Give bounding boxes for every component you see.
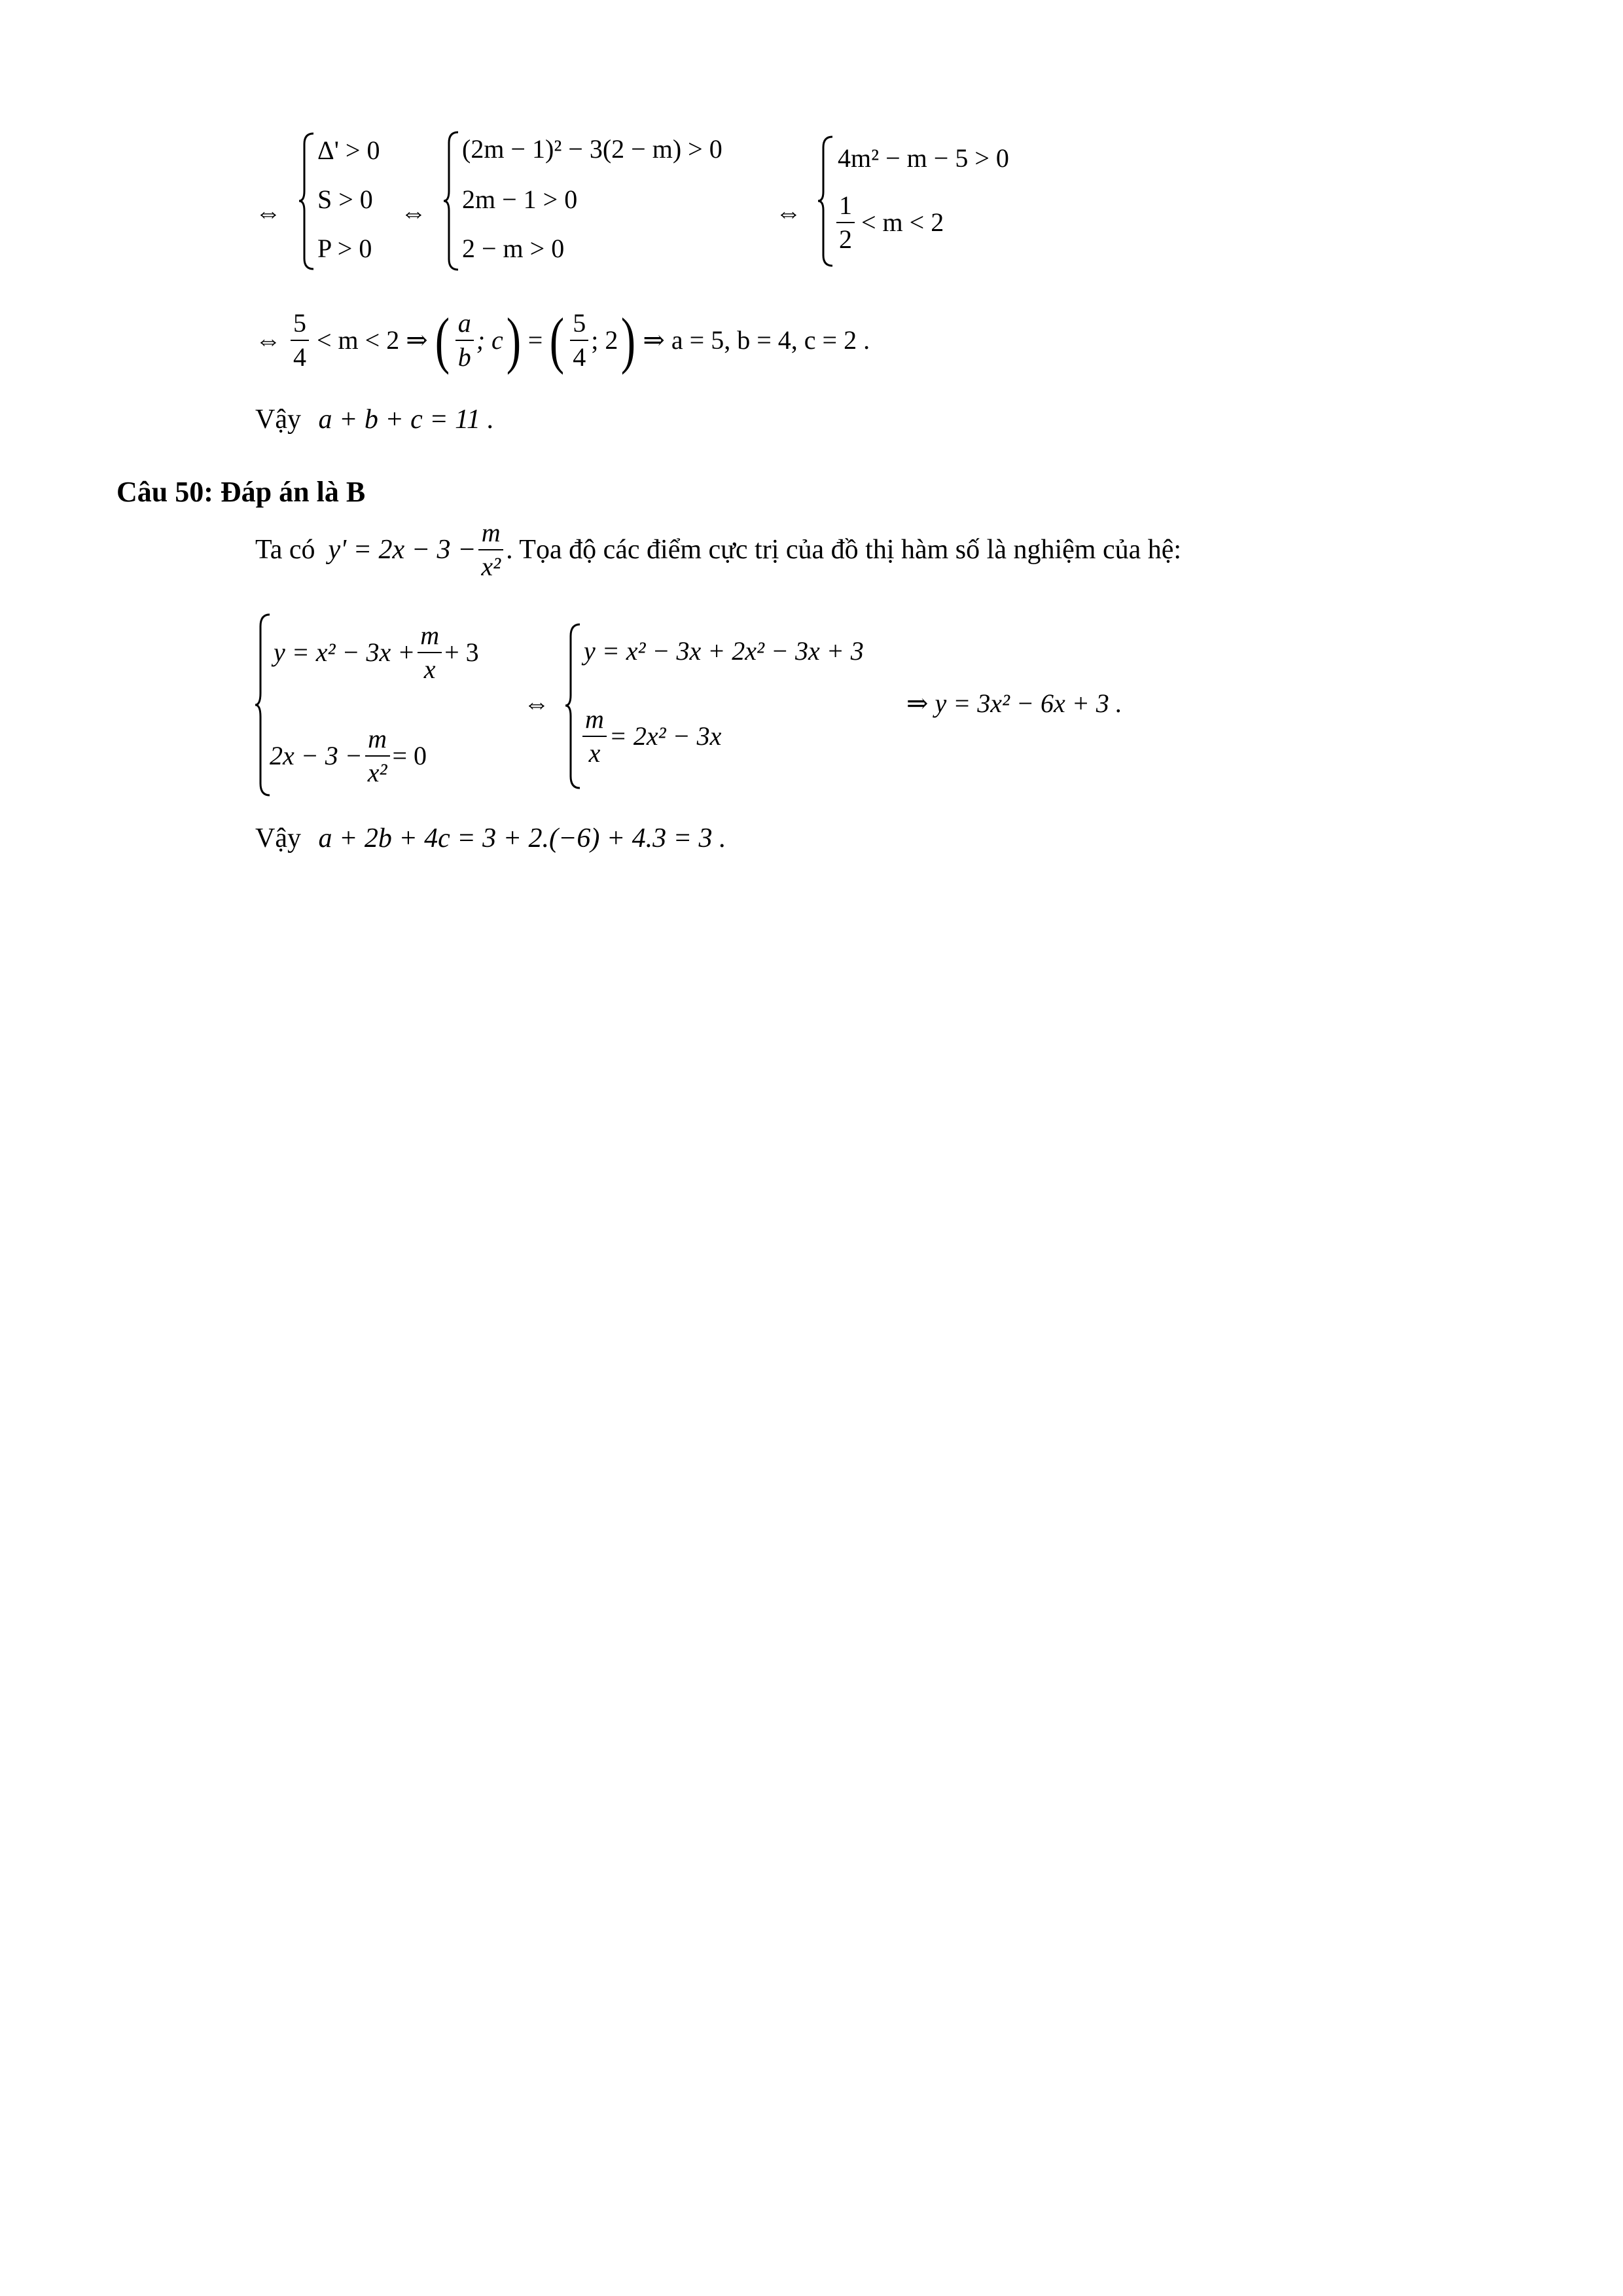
expr: 2x − 3 − bbox=[270, 741, 363, 770]
sys1-c-row2 bbox=[836, 191, 944, 254]
equals: = bbox=[527, 325, 543, 355]
frac-num: a bbox=[457, 308, 471, 338]
frac-num: 5 bbox=[573, 308, 586, 338]
frac-den: x bbox=[423, 655, 436, 684]
expr-tail: = 2x² − 3x bbox=[609, 721, 722, 751]
frac-num: m bbox=[368, 724, 387, 753]
fraction-half bbox=[836, 191, 855, 254]
sys1-a-row2: S > 0 bbox=[317, 185, 373, 214]
sys2-right-row2 bbox=[582, 697, 721, 776]
frac-den: b bbox=[457, 342, 471, 372]
sys1-b-row2: 2m − 1 > 0 bbox=[462, 185, 578, 214]
frac-num: m bbox=[585, 704, 604, 734]
derivative-line bbox=[255, 514, 1181, 586]
derivative-description: . Tọa độ các điểm cực trị của đồ thị hàm số là nghiệm của hệ: bbox=[506, 535, 1182, 565]
equiv-arrow-1: ⇔ bbox=[255, 198, 281, 227]
frac-den: x bbox=[588, 738, 601, 768]
conclusion-2 bbox=[255, 825, 726, 852]
sys1-a-row3: P > 0 bbox=[317, 234, 372, 263]
fraction-5-4-b bbox=[570, 309, 588, 372]
sys2-left-row2 bbox=[270, 720, 427, 792]
left-brace-3 bbox=[817, 134, 836, 268]
frac-num: m bbox=[420, 620, 440, 650]
sys2-left-row1 bbox=[274, 617, 479, 689]
final-expression: a + 2b + 4c = 3 + 2.(−6) + 4.3 = 3 . bbox=[318, 823, 726, 853]
question-heading: Câu 50: Đáp án là B bbox=[116, 476, 366, 508]
frac-den: x² bbox=[481, 552, 501, 581]
sys1-c-row1: 4m² − m − 5 > 0 bbox=[838, 143, 1009, 173]
ta-co: Ta có bbox=[255, 535, 315, 565]
sys1-b-row1: (2m − 1)² − 3(2 − m) > 0 bbox=[462, 134, 722, 164]
fraction-m-x2-b bbox=[365, 725, 390, 787]
frac-num: 1 bbox=[839, 190, 852, 220]
sys2-result: ⇒ y = 3x² − 6x + 3 . bbox=[906, 689, 1122, 718]
fraction-m-x-b bbox=[582, 705, 607, 768]
pair1-rest: ; c bbox=[476, 325, 503, 355]
frac-num: m bbox=[481, 518, 501, 547]
left-brace-1 bbox=[298, 131, 317, 272]
sys1-c-row2-ineq: < m < 2 bbox=[861, 207, 944, 237]
equiv-arrow-4: ⇔ bbox=[524, 689, 550, 718]
frac-den: 4 bbox=[293, 342, 306, 372]
fraction-m-x bbox=[418, 621, 442, 684]
frac-num: 5 bbox=[293, 308, 306, 338]
fraction-a-b bbox=[455, 309, 474, 372]
inequality: < m < 2 ⇒ bbox=[317, 325, 428, 355]
sys1-a-row1: Δ' > 0 bbox=[317, 135, 380, 165]
frac-den: 4 bbox=[573, 342, 586, 372]
expr: y = x² − 3x + bbox=[274, 637, 416, 667]
left-brace-2 bbox=[442, 130, 462, 274]
pair2-rest: ; 2 bbox=[591, 325, 618, 355]
equiv-arrow-3: ⇔ bbox=[776, 198, 802, 227]
fraction-m-x2 bbox=[478, 518, 503, 581]
fraction-5-4 bbox=[291, 309, 309, 372]
equiv-arrow: ⇔ bbox=[255, 325, 281, 355]
sys2-right-row1: y = x² − 3x + 2x² − 3x + 3 bbox=[584, 636, 864, 666]
frac-den: x² bbox=[367, 758, 387, 787]
expr-tail: + 3 bbox=[444, 637, 479, 667]
expr-tail: = 0 bbox=[392, 741, 427, 770]
sum-expression: a + b + c = 11 . bbox=[318, 404, 495, 435]
equiv-arrow-2: ⇔ bbox=[401, 198, 427, 227]
conclusion-1 bbox=[255, 406, 494, 433]
equiv-line-2: ⇔ $\frac{5}{4}$ < m < 2 ⇒ ( $\frac{a}{b}$ ; c ) = ( $\frac{5}{4}$ ; 2 ) ⇒ a = 5, b = 4, c = 2 . bbox=[255, 305, 870, 375]
vay-word: Vậy bbox=[255, 823, 301, 853]
derivative-expr: y' = 2x − 3 − bbox=[328, 535, 476, 565]
left-brace-5 bbox=[564, 622, 584, 792]
sys1-b-row3: 2 − m > 0 bbox=[462, 234, 565, 263]
frac-den: 2 bbox=[839, 224, 852, 254]
vay-word: Vậy bbox=[255, 404, 301, 435]
result-values: ⇒ a = 5, b = 4, c = 2 . bbox=[643, 325, 870, 355]
